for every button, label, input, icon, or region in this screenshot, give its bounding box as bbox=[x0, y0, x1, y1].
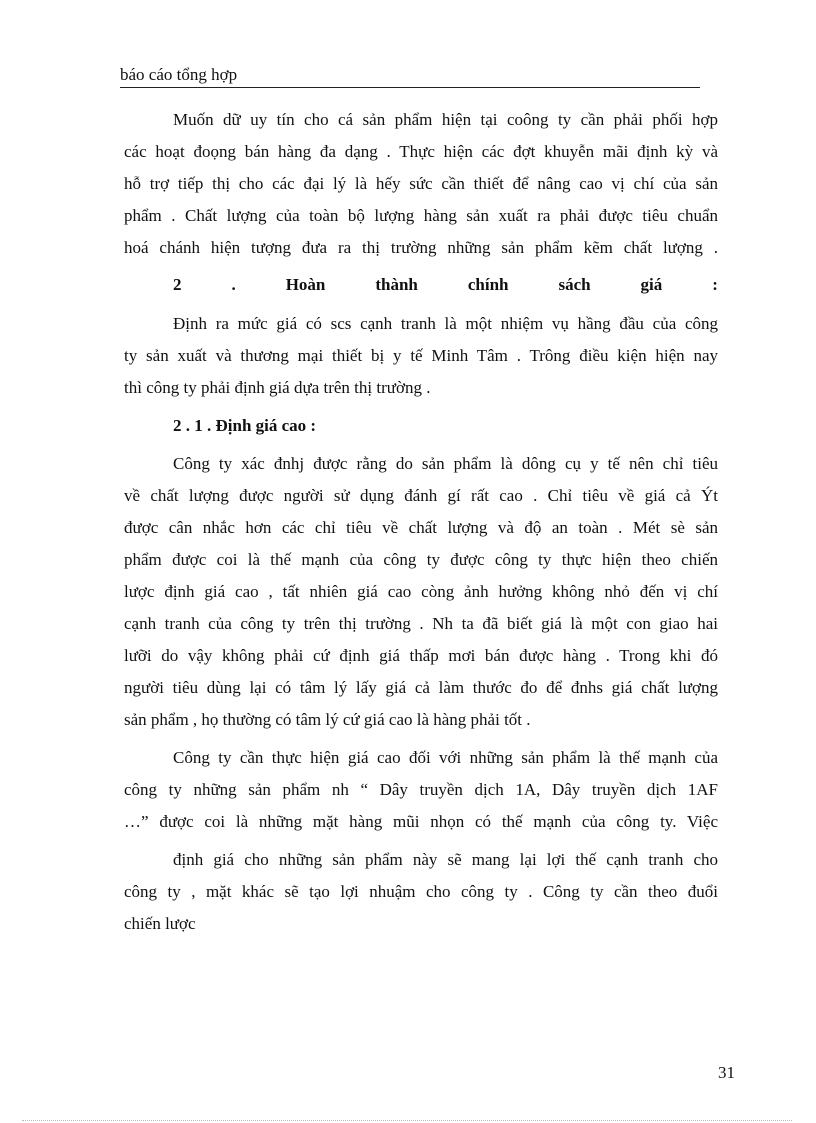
text-line: hỗ trợ tiếp thị cho các đại lý là hếy sức cần thiết để nâng cao vị chí của sản bbox=[124, 174, 718, 193]
text-line: ty sản xuất và thương mại thiết bị y tế Minh Tâm . Trông điều kiện hiện nay bbox=[124, 346, 718, 365]
subsection-heading: 2 . 1 . Định giá cao : bbox=[173, 416, 317, 435]
heading-word: 2 bbox=[173, 275, 182, 294]
text-line: sản phẩm , họ thường có tâm lý cứ giá cao là hàng phải tốt . bbox=[124, 710, 531, 729]
footer-rule bbox=[22, 1120, 792, 1121]
heading-word: Hoàn bbox=[285, 275, 326, 294]
heading-word: . bbox=[231, 275, 236, 294]
text-line: …” được coi là những mặt hàng mũi nhọn có thế mạnh của công ty. Việc bbox=[124, 812, 718, 831]
text-line: Định ra mức giá có scs cạnh tranh là một nhiệm vụ hầng đầu của công bbox=[173, 314, 718, 333]
text-line: công ty những sản phẩm nh “ Dây truyền dịch 1A, Dây truyền dịch 1AF bbox=[124, 780, 718, 799]
text-line: Công ty cần thực hiện giá cao đối với những sản phẩm là thế mạnh của bbox=[173, 748, 718, 767]
text-line: định giá cho những sản phẩm này sẽ mang lại lợi thế cạnh tranh cho bbox=[173, 850, 718, 869]
text-line: các hoạt đoọng bán hàng đa dạng . Thực hiện các đợt khuyễn mãi định kỳ và bbox=[124, 142, 718, 161]
text-line: lưỡi do vậy không phải cứ định giá thấp mơi bán được hàng . Trong khi đó bbox=[124, 646, 718, 665]
text-line: Công ty xác đnhj được rằng do sản phẩm là dông cụ y tế nên chỉ tiêu bbox=[173, 454, 718, 473]
text-line: thì công ty phải định giá dựa trên thị trường . bbox=[124, 378, 431, 397]
page-number: 31 bbox=[718, 1063, 735, 1082]
text-line: công ty , mặt khác sẽ tạo lợi nhuậm cho công ty . Công ty cần theo đuổi bbox=[124, 882, 718, 901]
heading-word: sách bbox=[558, 275, 591, 294]
text-line: lược định giá cao , tất nhiên giá cao còng ảnh hưởng không nhỏ đến vị chí bbox=[124, 582, 718, 601]
text-line: được cân nhắc hơn các chỉ tiêu về chất lượng và độ an toàn . Mét sè sản bbox=[124, 518, 718, 537]
text-line: hoá chánh hiện tượng đưa ra thị trường những sản phẩm kẽm chất lượng . bbox=[124, 238, 718, 257]
text-line: cạnh tranh của công ty trên thị trường . Nh ta đã biết giá là một con giao hai bbox=[124, 614, 718, 633]
text-line: chiến lược bbox=[124, 914, 196, 933]
heading-word: chính bbox=[467, 275, 509, 294]
text-line: phẩm được coi là thế mạnh của công ty được công ty thực hiện theo chiến bbox=[124, 550, 718, 569]
heading-word: giá bbox=[640, 275, 663, 294]
heading-word: : bbox=[712, 275, 718, 294]
text-line: người tiêu dùng lại có tâm lý lấy giá cả làm thước đo để đnhs giá chất lượng bbox=[124, 678, 718, 697]
text-line: phẩm . Chất lượng của toàn bộ lượng hàng sản xuất ra phải được tiêu chuẩn bbox=[124, 206, 718, 225]
document-header: báo cáo tổng hợp bbox=[120, 64, 700, 88]
text-line: Muốn dữ uy tín cho cá sản phẩm hiện tại coông ty cần phải phối hợp bbox=[173, 110, 718, 129]
text-line: về chất lượng được người sử dụng đánh gí rất cao . Chỉ tiêu về giá cả Ýt bbox=[124, 486, 718, 505]
heading-word: thành bbox=[375, 275, 418, 294]
section-heading bbox=[124, 273, 718, 297]
